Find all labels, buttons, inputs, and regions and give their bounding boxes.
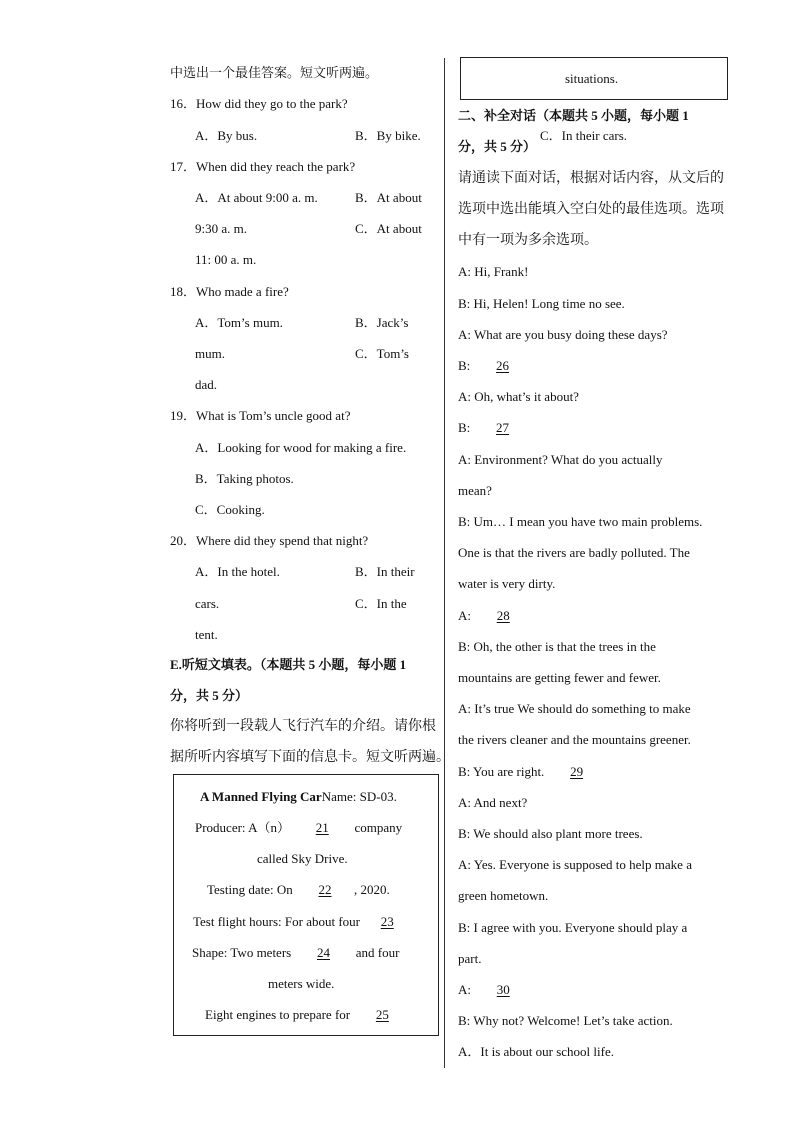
section-2-title-cont: 分，共 5 分） xyxy=(458,139,537,154)
q17-option-c-cont: 11: 00 a. m. xyxy=(195,252,257,267)
q18-option-b: B．Jack’s xyxy=(355,315,409,330)
info-card xyxy=(173,774,439,1036)
dialogue-line: green hometown. xyxy=(458,888,549,903)
dialogue-line: B: Oh, the other is that the trees in the xyxy=(458,639,656,654)
section-2-instruction-cont2: 中有一项为多余选项。 xyxy=(458,233,598,248)
q19-option-a: A．Looking for wood for making a fire. xyxy=(195,440,407,455)
dialogue-line-26 xyxy=(458,358,532,374)
dialogue-line: A: What are you busy doing these days? xyxy=(458,327,668,342)
blank-24[interactable]: 24 xyxy=(316,945,330,960)
dialogue-line: A: Hi, Frank! xyxy=(458,264,529,279)
section-2-title: 二、补全对话（本题共 5 小题，每小题 1 xyxy=(458,108,689,123)
q17-stem: 17．When did they reach the park? xyxy=(170,159,356,174)
blank-29[interactable]: 29 xyxy=(570,764,584,779)
dialogue-line: A: Yes. Everyone is supposed to help make a xyxy=(458,857,692,872)
card-shape-cont: meters wide. xyxy=(268,976,335,991)
card-producer-label: Producer: A（n） xyxy=(195,820,290,835)
blank-28[interactable]: 28 xyxy=(496,608,510,623)
card-heading: A Manned Flying Car xyxy=(200,789,322,804)
q18-option-a: A．Tom’s mum. xyxy=(195,315,283,330)
column-divider xyxy=(444,58,445,1068)
dialogue-line-30 xyxy=(458,982,532,998)
card-hours-label: Test flight hours: For about four xyxy=(193,914,360,929)
blank-26[interactable]: 26 xyxy=(496,358,510,373)
q17-option-a: A．At about 9:00 a. m. xyxy=(195,190,318,205)
card-producer-cont: called Sky Drive. xyxy=(257,851,348,866)
overlap-option-c: C．In their cars. xyxy=(540,128,628,143)
dialogue-line: part. xyxy=(458,951,482,966)
section-e-title: E.听短文填表。（本题共 5 小题，每小题 1 xyxy=(170,657,407,672)
q17-option-b-cont: 9:30 a. m. xyxy=(195,221,247,236)
left-intro: 中选出一个最佳答案。短文听两遍。 xyxy=(170,65,379,80)
blank-23[interactable]: 23 xyxy=(380,914,394,929)
q20-option-a: A．In the hotel. xyxy=(195,564,280,579)
blank-21[interactable]: 21 xyxy=(315,820,329,835)
dialogue-line: A: Oh, what’s it about? xyxy=(458,389,579,404)
card-line-1 xyxy=(200,789,397,805)
q20-stem: 20．Where did they spend that night? xyxy=(170,533,369,548)
card-producer-post: company xyxy=(354,820,403,835)
q20-option-c: C．In the xyxy=(355,596,407,611)
dialogue-line-28 xyxy=(458,608,532,624)
q18-option-c: C．Tom’s xyxy=(355,346,409,361)
speaker-label: B: xyxy=(458,358,471,373)
dialogue-line: water is very dirty. xyxy=(458,576,556,591)
dialogue-text: B: You are right. xyxy=(458,764,545,779)
blank-25[interactable]: 25 xyxy=(375,1007,389,1022)
dialogue-line: A: It’s true We should do something to make xyxy=(458,701,691,716)
section-e-instruction-cont: 据所听内容填写下面的信息卡。短文听两遍。 xyxy=(170,750,450,765)
dialogue-line: mean? xyxy=(458,483,492,498)
q20-option-b-cont: cars. xyxy=(195,596,220,611)
dialogue-line: B: I agree with you. Everyone should play a xyxy=(458,920,688,935)
dialogue-line: A: And next? xyxy=(458,795,528,810)
q20-option-b: B．In their xyxy=(355,564,415,579)
q17-option-b: B．At about xyxy=(355,190,422,205)
section-e-title-cont: 分，共 5 分） xyxy=(170,688,249,703)
dialogue-line: B: Hi, Helen! Long time no see. xyxy=(458,296,625,311)
section-2-instruction-cont: 选项中选出能填入空白处的最佳选项。选项 xyxy=(458,202,724,217)
dialogue-line: the rivers cleaner and the mountains greener. xyxy=(458,732,691,747)
dialogue-line: B: Um… I mean you have two main problems. xyxy=(458,514,703,529)
card-shape-label: Shape: Two meters xyxy=(192,945,292,960)
q18-stem: 18．Who made a fire? xyxy=(170,284,289,299)
dialogue-line: mountains are getting fewer and fewer. xyxy=(458,670,661,685)
section-2-instruction: 请通读下面对话，根据对话内容，从文后的 xyxy=(458,171,724,186)
dialogue-line: B: We should also plant more trees. xyxy=(458,826,643,841)
speaker-label: B: xyxy=(458,420,471,435)
blank-22[interactable]: 22 xyxy=(318,882,332,897)
dialogue-line: B: Why not? Welcome! Let’s take action. xyxy=(458,1013,673,1028)
card-engines-label: Eight engines to prepare for xyxy=(205,1007,351,1022)
q18-option-b-cont: mum. xyxy=(195,346,225,361)
q19-stem: 19．What is Tom’s uncle good at? xyxy=(170,408,351,423)
dialogue-line-27 xyxy=(458,420,532,436)
q20-option-c-cont: tent. xyxy=(195,627,218,642)
speaker-label: A: xyxy=(458,608,471,623)
q16-option-b: B．By bike. xyxy=(355,128,421,143)
q19-option-b: B．Taking photos. xyxy=(195,471,294,486)
q16-stem: 16．How did they go to the park? xyxy=(170,96,348,111)
card-date-label: Testing date: On xyxy=(207,882,293,897)
q16-option-a: A．By bus. xyxy=(195,128,258,143)
q17-option-c: C．At about xyxy=(355,221,422,236)
card-line-6 xyxy=(205,1007,411,1023)
card-line-5 xyxy=(192,945,399,961)
card-name: Name: SD-03. xyxy=(321,789,397,804)
speaker-label: A: xyxy=(458,982,471,997)
section-e-instruction: 你将听到一段载人飞行汽车的介绍。请你根 xyxy=(170,719,436,734)
q18-option-c-cont: dad. xyxy=(195,377,218,392)
card-line-4 xyxy=(193,914,411,930)
dialogue-line: A: Environment? What do you actually xyxy=(458,452,663,467)
blank-27[interactable]: 27 xyxy=(496,420,510,435)
card-line-3 xyxy=(207,882,390,898)
card-date-post: , 2020. xyxy=(354,882,390,897)
card-line-2 xyxy=(195,820,402,836)
continued-box-text: situations. xyxy=(565,71,619,86)
q19-option-c: C．Cooking. xyxy=(195,502,265,517)
blank-30[interactable]: 30 xyxy=(496,982,510,997)
dialogue-line: One is that the rivers are badly polluted. The xyxy=(458,545,690,560)
dialogue-line-29 xyxy=(458,764,606,780)
answer-option-a: A．It is about our school life. xyxy=(458,1044,614,1059)
card-shape-post: and four xyxy=(355,945,400,960)
